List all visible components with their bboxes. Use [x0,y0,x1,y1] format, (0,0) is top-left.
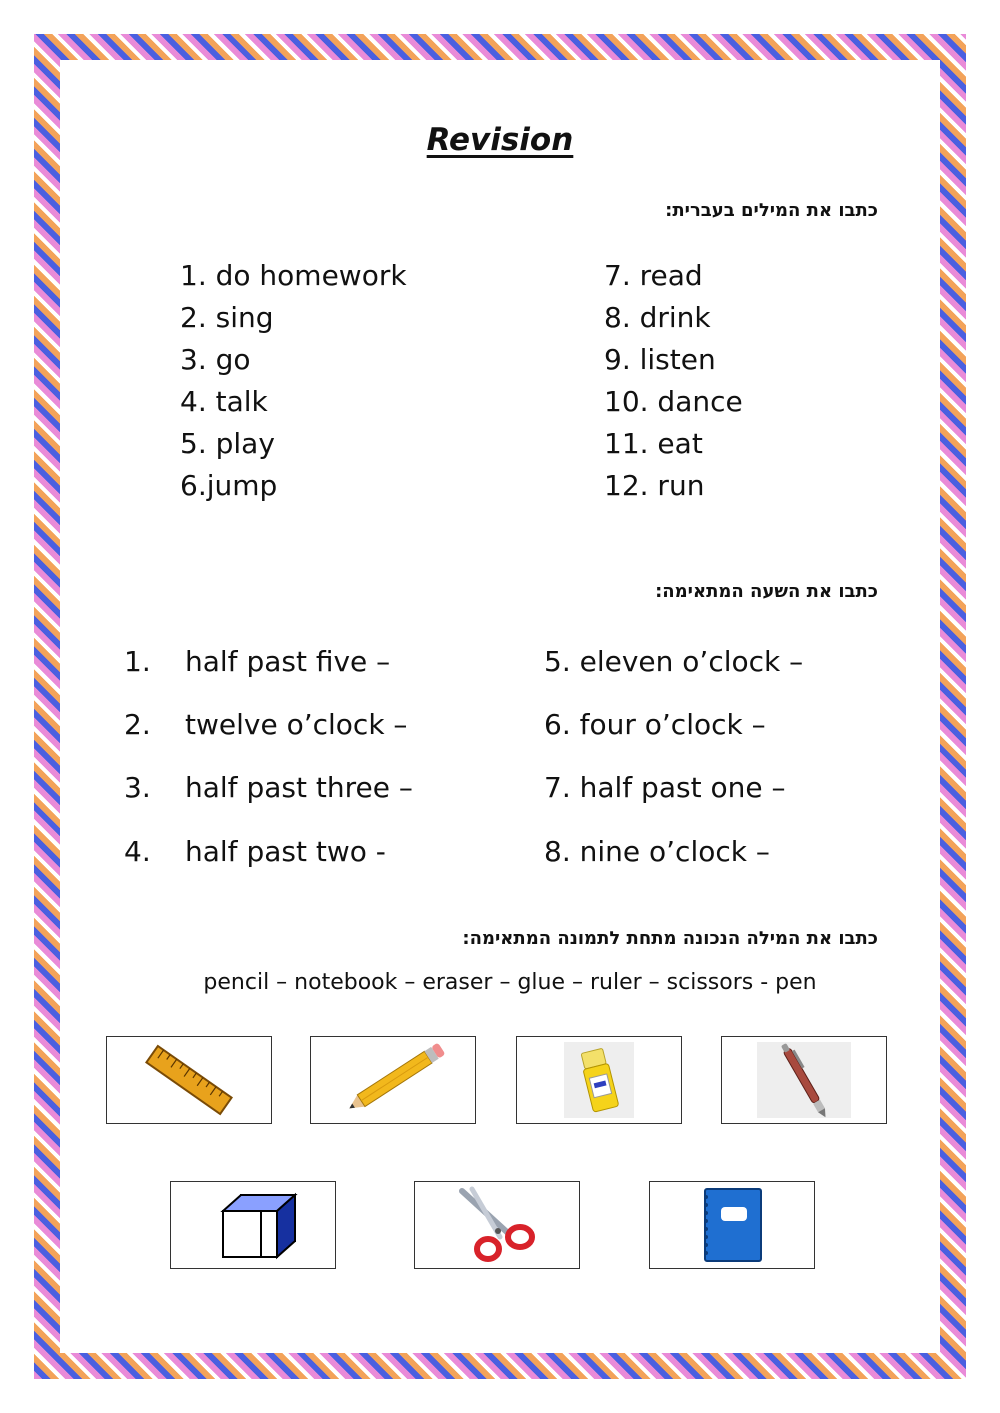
eraser-icon [203,1185,303,1265]
list-item: 7. half past one – [544,771,786,804]
ruler-icon [139,1042,239,1118]
item-text: twelve o’clock – [185,708,408,741]
list-item: 11. eat [604,427,703,460]
scissors-icon [452,1185,542,1265]
list-item: 7. read [604,259,703,292]
item-number: 1. [124,645,151,678]
page-area [60,60,940,1353]
list-item: 5. play [180,427,275,460]
pen-icon [757,1042,851,1118]
ruler-picture-box [106,1036,272,1124]
list-item: 9. listen [604,343,716,376]
list-item: 8. drink [604,301,711,334]
list-item: 1. do homework [180,259,407,292]
notebook-icon [697,1185,767,1265]
glue-stick-picture-box [516,1036,682,1124]
item-number: 2. [124,708,151,741]
section3-instruction: כתבו את המילה הנכונה מתחת לתמונה המתאימה: [462,928,878,949]
word-bank: pencil – notebook – eraser – glue – ruler – scissors - pen [203,970,817,995]
item-text: half past two - [185,835,386,868]
list-item [124,771,413,804]
verb-list-right [604,255,743,507]
section2-instruction: כתבו את השעה המתאימה: [655,581,878,602]
list-item: 5. eleven o’clock – [544,645,804,678]
page-title: Revision [426,122,574,158]
eraser-picture-box [170,1181,336,1269]
scissors-picture-box [414,1181,580,1269]
pencil-icon [333,1040,453,1120]
item-number: 4. [124,835,151,868]
list-item: 2. sing [180,301,274,334]
list-item: 8. nine o’clock – [544,835,770,868]
list-item: 6.jump [180,469,278,502]
list-item [124,708,407,741]
list-item [124,835,386,868]
list-item: 10. dance [604,385,743,418]
list-item: 4. talk [180,385,268,418]
item-number: 3. [124,771,151,804]
pen-picture-box [721,1036,887,1124]
glue-stick-icon [564,1042,634,1118]
list-item: 12. run [604,469,705,502]
list-item [124,645,390,678]
list-item: 3. go [180,343,251,376]
pencil-picture-box [310,1036,476,1124]
verb-list-left [180,255,407,507]
item-text: half past five – [185,645,391,678]
notebook-picture-box [649,1181,815,1269]
list-item: 6. four o’clock – [544,708,766,741]
item-text: half past three – [185,771,413,804]
section1-instruction: כתבו את המילים בעברית: [665,200,878,221]
